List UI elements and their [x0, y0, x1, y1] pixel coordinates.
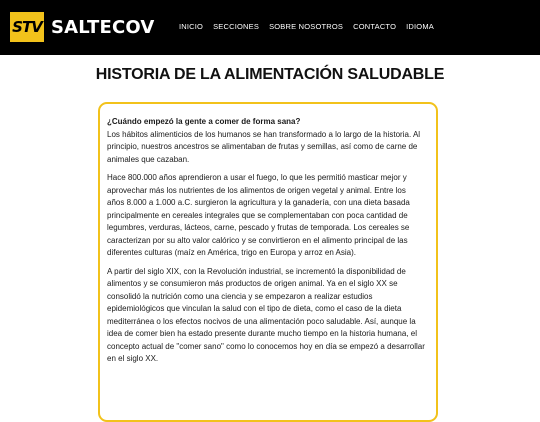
article-paragraph-3: A partir del siglo XIX, con la Revolución industrial, se incrementó la disponibilidad de alimentos y se consumieron más productos de origen animal. Ya en el siglo XX se consolidó la nutrición como una ciencia y se empezaron a realizar estudios epidemiológicos que vinculan la salud con el tipo de dieta, como el caso de la dieta mediterránea o los efectos nocivos de una alimentación poco saludable. Así, aunque la idea de comer bien ha estado presente durante mucho tiempo en la historia humana, el concepto actual de "comer sano" como lo conocemos hoy en día se empezó a desarrollar en el siglo XX.	[107, 266, 425, 363]
article-paragraph-1: Los hábitos alimenticios de los humanos se han transformado a lo largo de la historia. Al principio, nuestros ancestros se alimentaban de frutas y semillas, así como de carne de animales que cazaban.	[107, 129, 421, 164]
article-card	[98, 102, 438, 422]
brand-badge: STV	[10, 12, 44, 42]
article-body	[107, 116, 425, 372]
nav-link-idioma[interactable]: IDIOMA	[406, 22, 434, 31]
nav-link-contacto[interactable]: CONTACTO	[353, 22, 397, 31]
brand-logo[interactable]	[10, 12, 155, 42]
page-title: HISTORIA DE LA ALIMENTACIÓN SALUDABLE	[95, 66, 445, 83]
article-question: ¿Cuándo empezó la gente a comer de forma sana?	[107, 117, 301, 126]
brand-name: SALTECOV	[51, 16, 155, 38]
nav-link-secciones[interactable]: SECCIONES	[213, 22, 260, 31]
article-paragraph-2: Hace 800.000 años aprendieron a usar el fuego, lo que les permitió masticar mejor y aprovechar más los nutrientes de los alimentos de origen vegetal y animal. Entre los años 8.000 a 1.000 a.C. surgieron la agricultura y la ganadería, con una dieta basada principalmente en cereales integrales que se complementaban con poca cantidad de legumbres, verduras, lácteos, carne, pescado y frutas de temporada. Los cereales se caracterizan por su alto valor calórico y se convirtieron en el alimento principal de las diferentes culturas (maíz en América, trigo en Europa y arroz en Asia).	[107, 173, 410, 257]
main-nav	[179, 22, 434, 31]
top-navbar	[0, 0, 540, 55]
nav-link-inicio[interactable]: INICIO	[178, 22, 204, 31]
nav-link-sobre-nosotros[interactable]: SOBRE NOSOTROS	[269, 22, 344, 31]
